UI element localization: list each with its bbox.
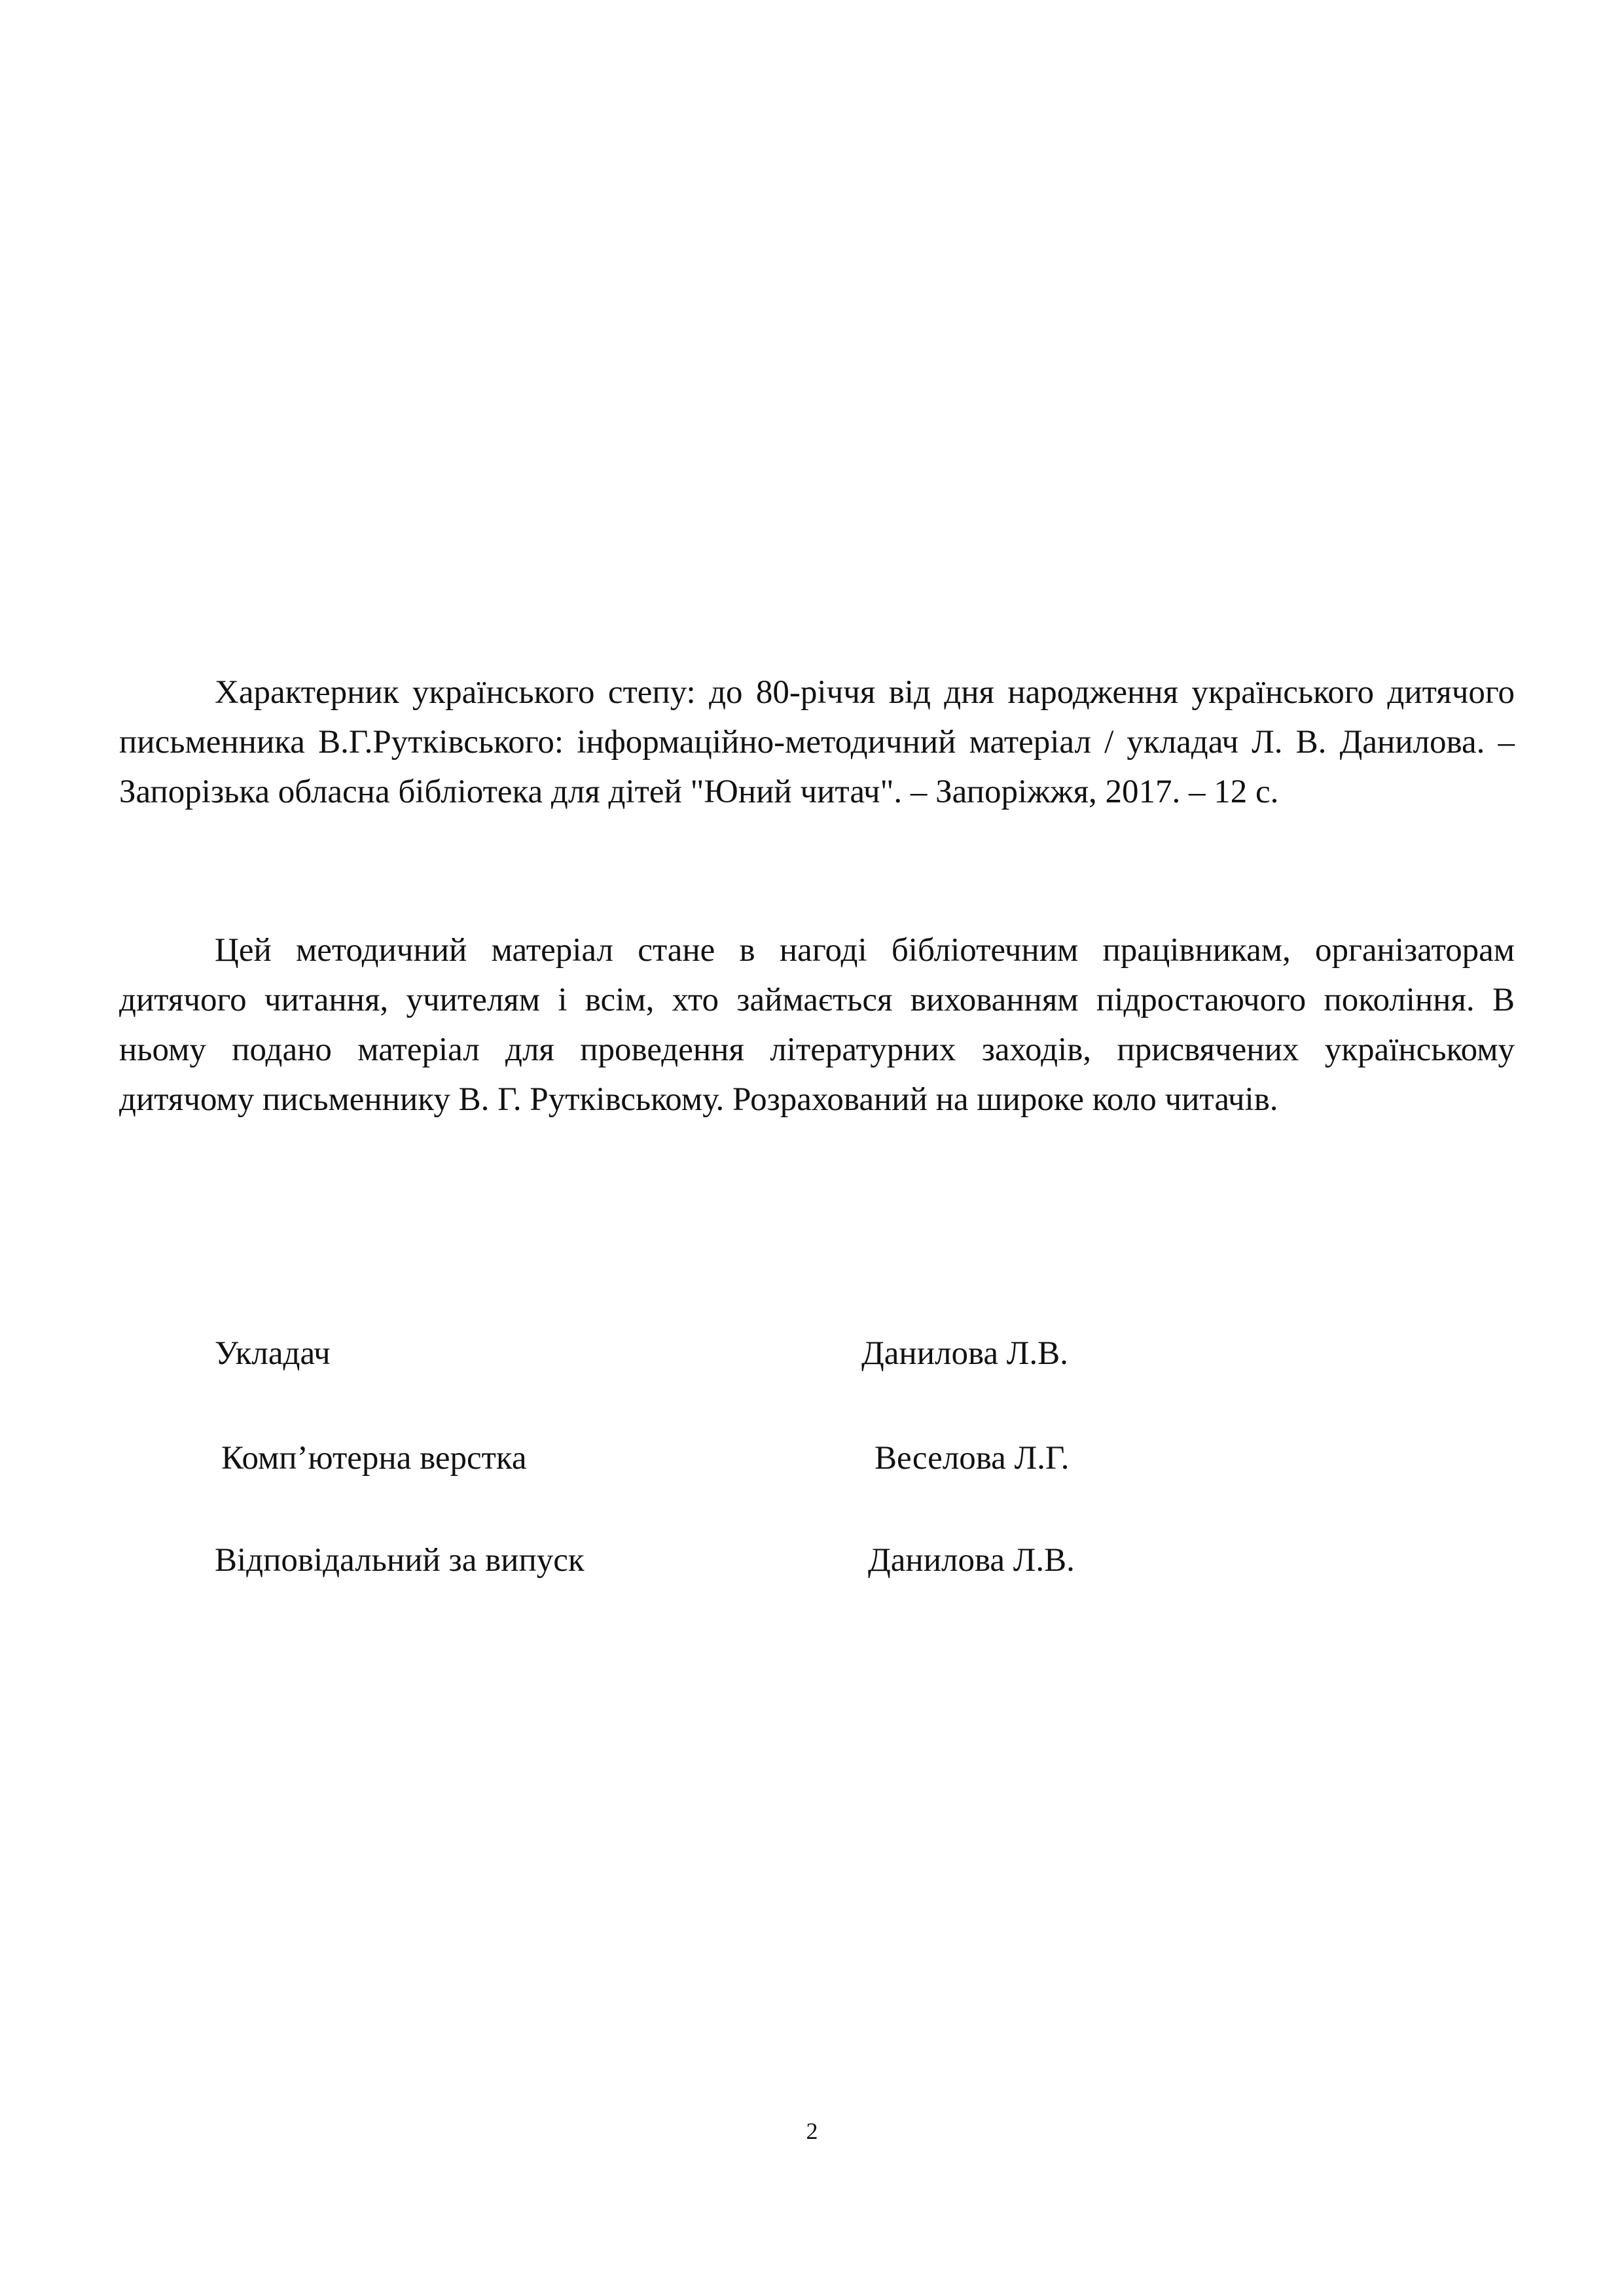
description-block [119,925,1515,1124]
credit-role-responsible: Відповідальний за випуск [215,1542,585,1579]
description-paragraph: Цей методичний матеріал стане в нагоді бібліотечним працівникам, організаторам дитячого читання, учителям і всім, хто займається вихованням підростаючого покоління. В ньому подано матеріал для проведення літературних заходів, присвячених українському дитячому письменнику В. Г. Рутківському. Розрахований на широке коло читачів. [119,932,1515,1118]
credit-name-compiler: Данилова Л.В. [861,1335,1068,1372]
credit-role-compiler: Укладач [215,1335,331,1372]
bibliographic-annotation [119,668,1515,817]
credit-name-layout: Веселова Л.Г. [875,1440,1070,1477]
page-number: 2 [806,2118,818,2144]
annotation-paragraph: Характерник українського степу: до 80-річчя від дня народження українського дитячого письменника В.Г.Рутківського: інформаційно-методичний матеріал / укладач Л. В. Данилова. – Запорізька обласна бібліотека для дітей "Юний читач". – Запоріжжя, 2017. – 12 с. [119,674,1515,810]
credit-role-layout: Комп’ютерна верстка [221,1440,527,1477]
credit-name-responsible: Данилова Л.В. [868,1542,1075,1579]
